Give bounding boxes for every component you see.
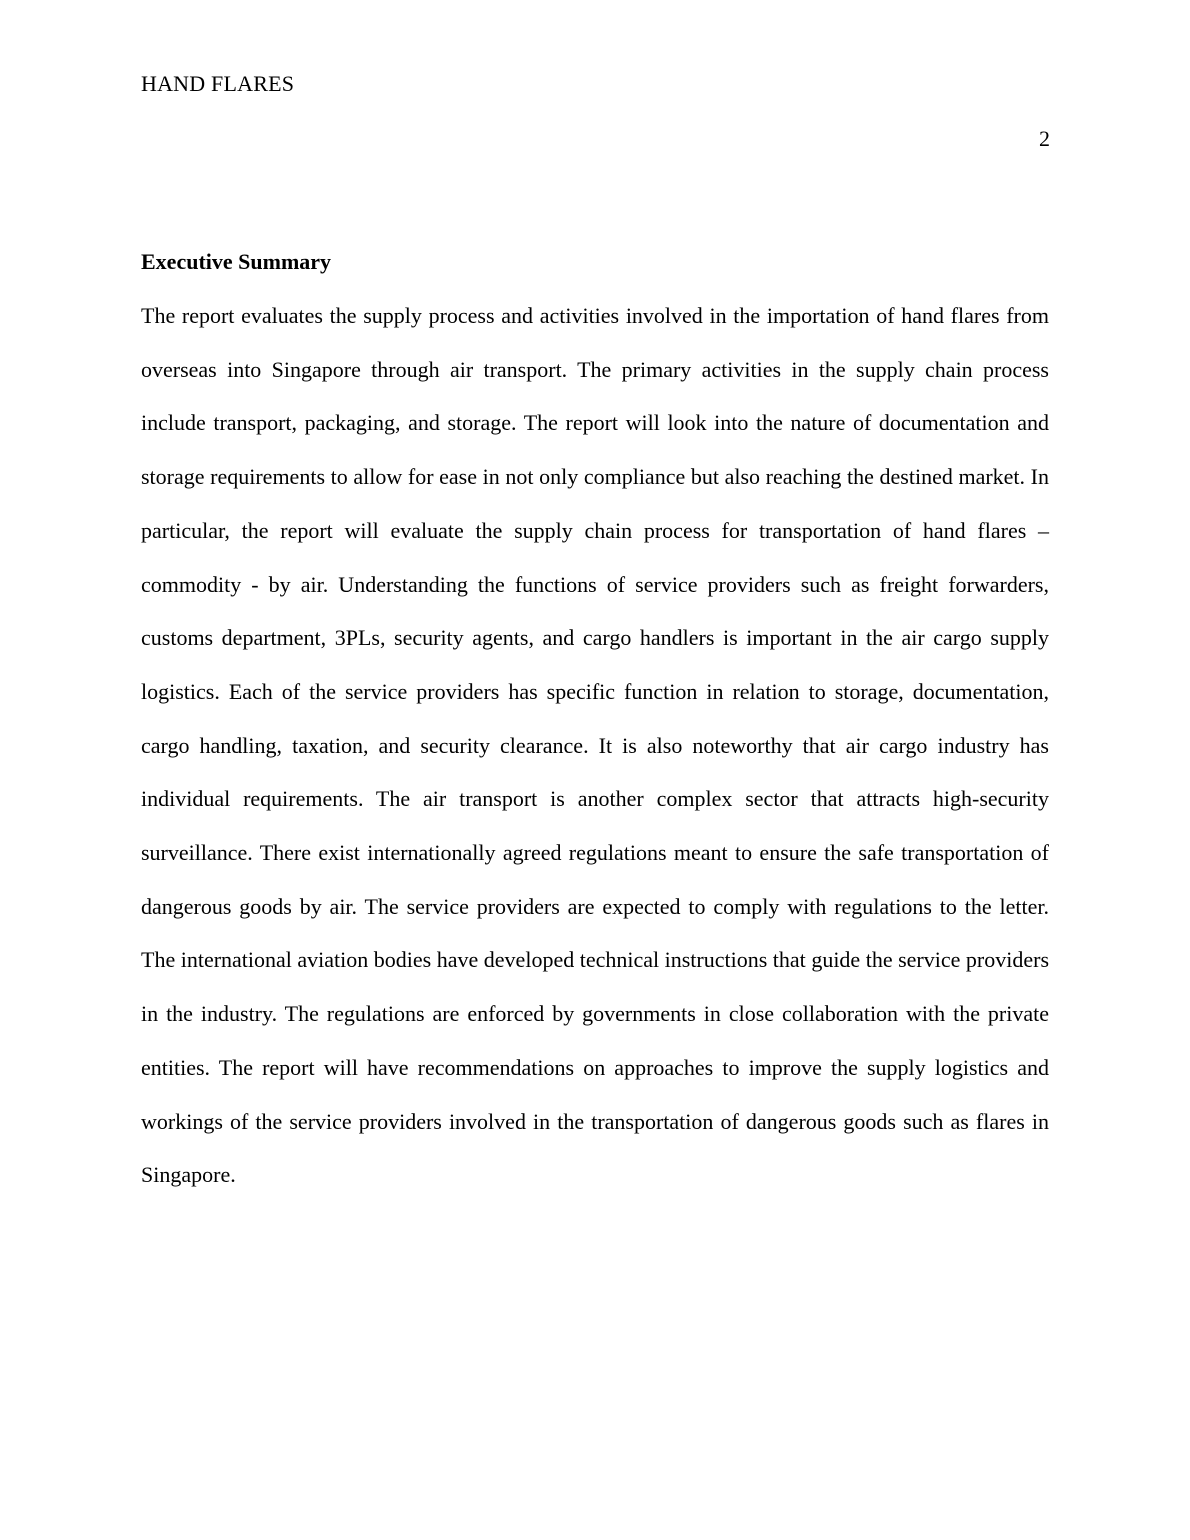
- section-heading: Executive Summary: [141, 249, 332, 274]
- running-head: HAND FLARES: [141, 71, 295, 96]
- body-paragraph: The report evaluates the supply process and activities involved in the importation of hand flares from overseas into Singapore through air transport. The primary activities in the supply chain process include transport, packaging, and storage. The report will look into the nature of documentation and storage requirements to allow for ease in not only compliance but also reaching the destined market. In particular, the report will evaluate the supply chain process for transportation of hand flares – commodity - by air. Understanding the functions of service providers such as freight forwarders, customs department, 3PLs, security agents, and cargo handlers is important in the air cargo supply logistics. Each of the service providers has specific function in relation to storage, documentation, cargo handling, taxation, and security clearance. It is also noteworthy that air cargo industry has individual requirements. The air transport is another complex sector that attracts high-security surveillance. There exist internationally agreed regulations meant to ensure the safe transportation of dangerous goods by air. The service providers are expected to comply with regulations to the letter. The international aviation bodies have developed technical instructions that guide the service providers in the industry. The regulations are enforced by governments in close collaboration with the private entities. The report will have recommendations on approaches to improve the supply logistics and workings of the service providers involved in the transportation of dangerous goods such as flares in Singapore.: [141, 303, 1049, 1188]
- page-number: 2: [1039, 126, 1050, 151]
